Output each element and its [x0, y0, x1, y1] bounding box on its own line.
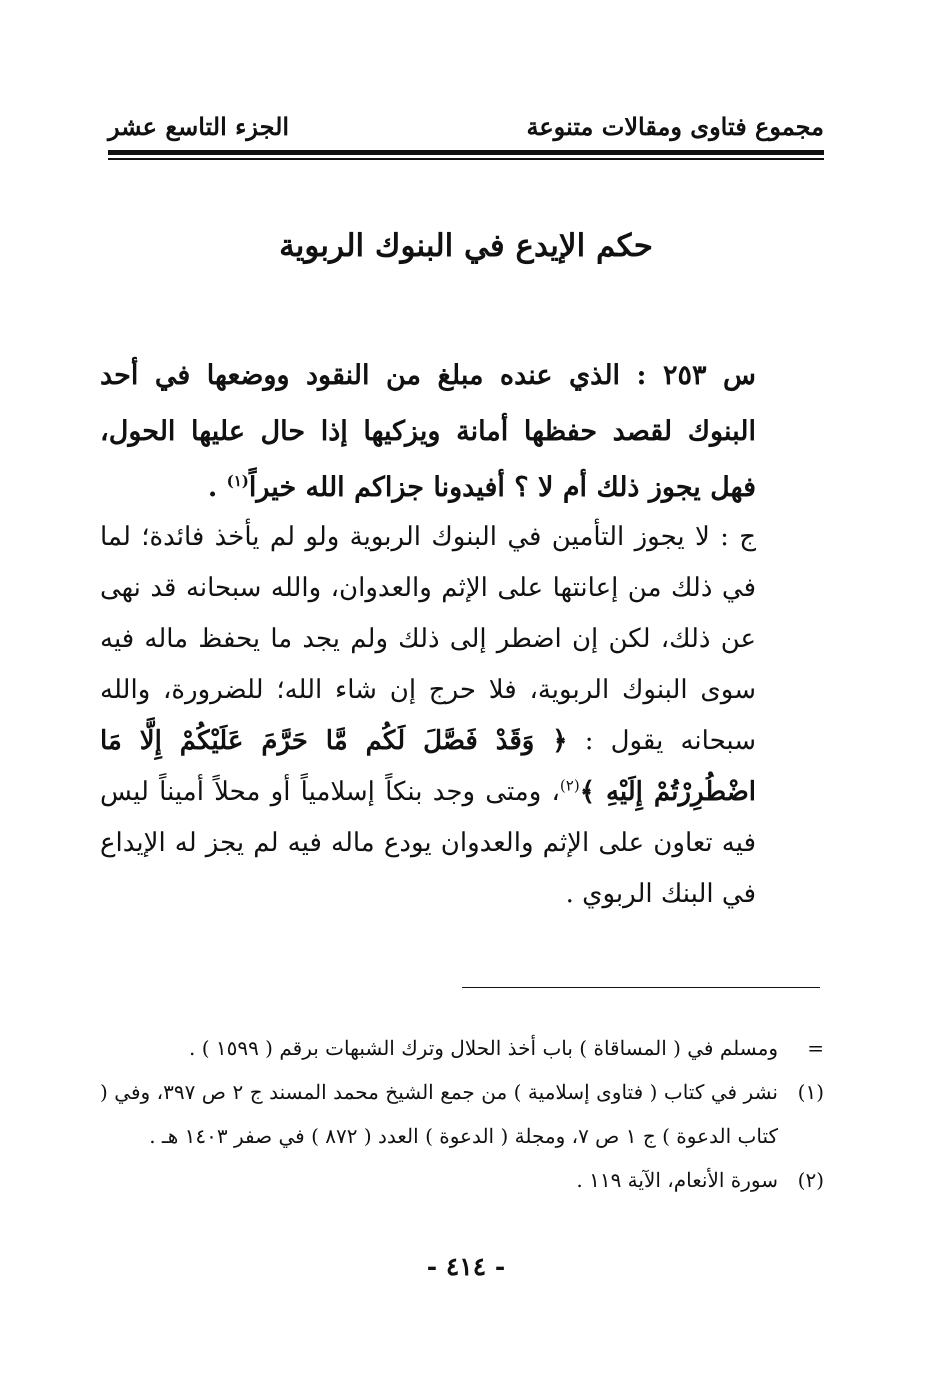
series-title: مجموع فتاوى ومقالات متنوعة	[526, 112, 824, 141]
answer-intro: ج : لا يجوز التأمين في البنوك الربوية ولو لم يأخذ فائدة؛ لما في ذلك من إعانتها على الإثم والعدوان، والله سبحانه قد نهى عن ذلك، لكن إن اضطر إلى ذلك ولم يجد ما يحفظ ماله فيه سوى البنوك الربوية، فلا حرج إن شاء الله؛ للضرورة، والله سبحانه يقول :	[100, 522, 756, 756]
question-paragraph	[100, 348, 756, 516]
footnote-text: سورة الأنعام، الآية ١١٩ .	[576, 1168, 778, 1192]
answer-rest: ، ومتى وجد بنكاً إسلامياً أو محلاً أميناً ليس فيه تعاون على الإثم والعدوان يودع ماله فيه لم يجز له الإيداع في البنك الربوي .	[100, 777, 756, 909]
footnotes	[100, 1026, 824, 1202]
volume-label: الجزء التاسع عشر	[108, 112, 290, 141]
footnote-mark: (٢)	[797, 1168, 824, 1192]
header-rule-thick	[108, 150, 824, 155]
answer-paragraph	[100, 512, 820, 920]
footnote-1	[100, 1070, 824, 1158]
answer-text	[100, 512, 820, 920]
footnote-ref-1: (١)	[226, 472, 249, 490]
running-header	[108, 112, 824, 146]
footnote-continuation	[100, 1026, 824, 1070]
footnote-text: ومسلم في ( المساقاة ) باب أخذ الحلال وترك الشبهات برقم ( ١٥٩٩ ) .	[188, 1036, 778, 1060]
article-title: حكم الإيدع في البنوك الربوية	[279, 228, 653, 264]
footnote-mark: =	[807, 1036, 824, 1060]
footnote-text: نشر في كتاب ( فتاوى إسلامية ) من جمع الشيخ محمد المسند ج ٢ ص ٣٩٧، وفي ( كتاب الدعوة ) ج ١ ص ٧، ومجلة ( الدعوة ) العدد ( ٨٧٢ ) في صفر ١٤٠٣ هـ .	[100, 1080, 778, 1148]
question-end: .	[207, 472, 227, 503]
question-text: س ٢٥٣ : الذي عنده مبلغ من النقود ووضعها في أحد البنوك لقصد حفظها أمانة ويزكيها إذا حال عليها الحول، فهل يجوز ذلك أم لا ؟ أفيدونا جزاكم الله خيراً	[100, 360, 757, 503]
header-rule-thin	[108, 158, 824, 160]
quran-verse: ﴿ وَقَدْ فَصَّلَ لَكُم مَّا حَرَّمَ عَلَيْكُمْ إِلَّا مَا اضْطُرِرْتُمْ إِلَيْهِ ﴾	[100, 726, 757, 807]
footnote-2	[100, 1158, 824, 1202]
page-number: - ٤١٤ -	[426, 1252, 506, 1281]
footnote-separator	[462, 987, 820, 988]
footnote-mark: (١)	[797, 1080, 824, 1104]
footnote-ref-2: (٢)	[559, 776, 580, 795]
